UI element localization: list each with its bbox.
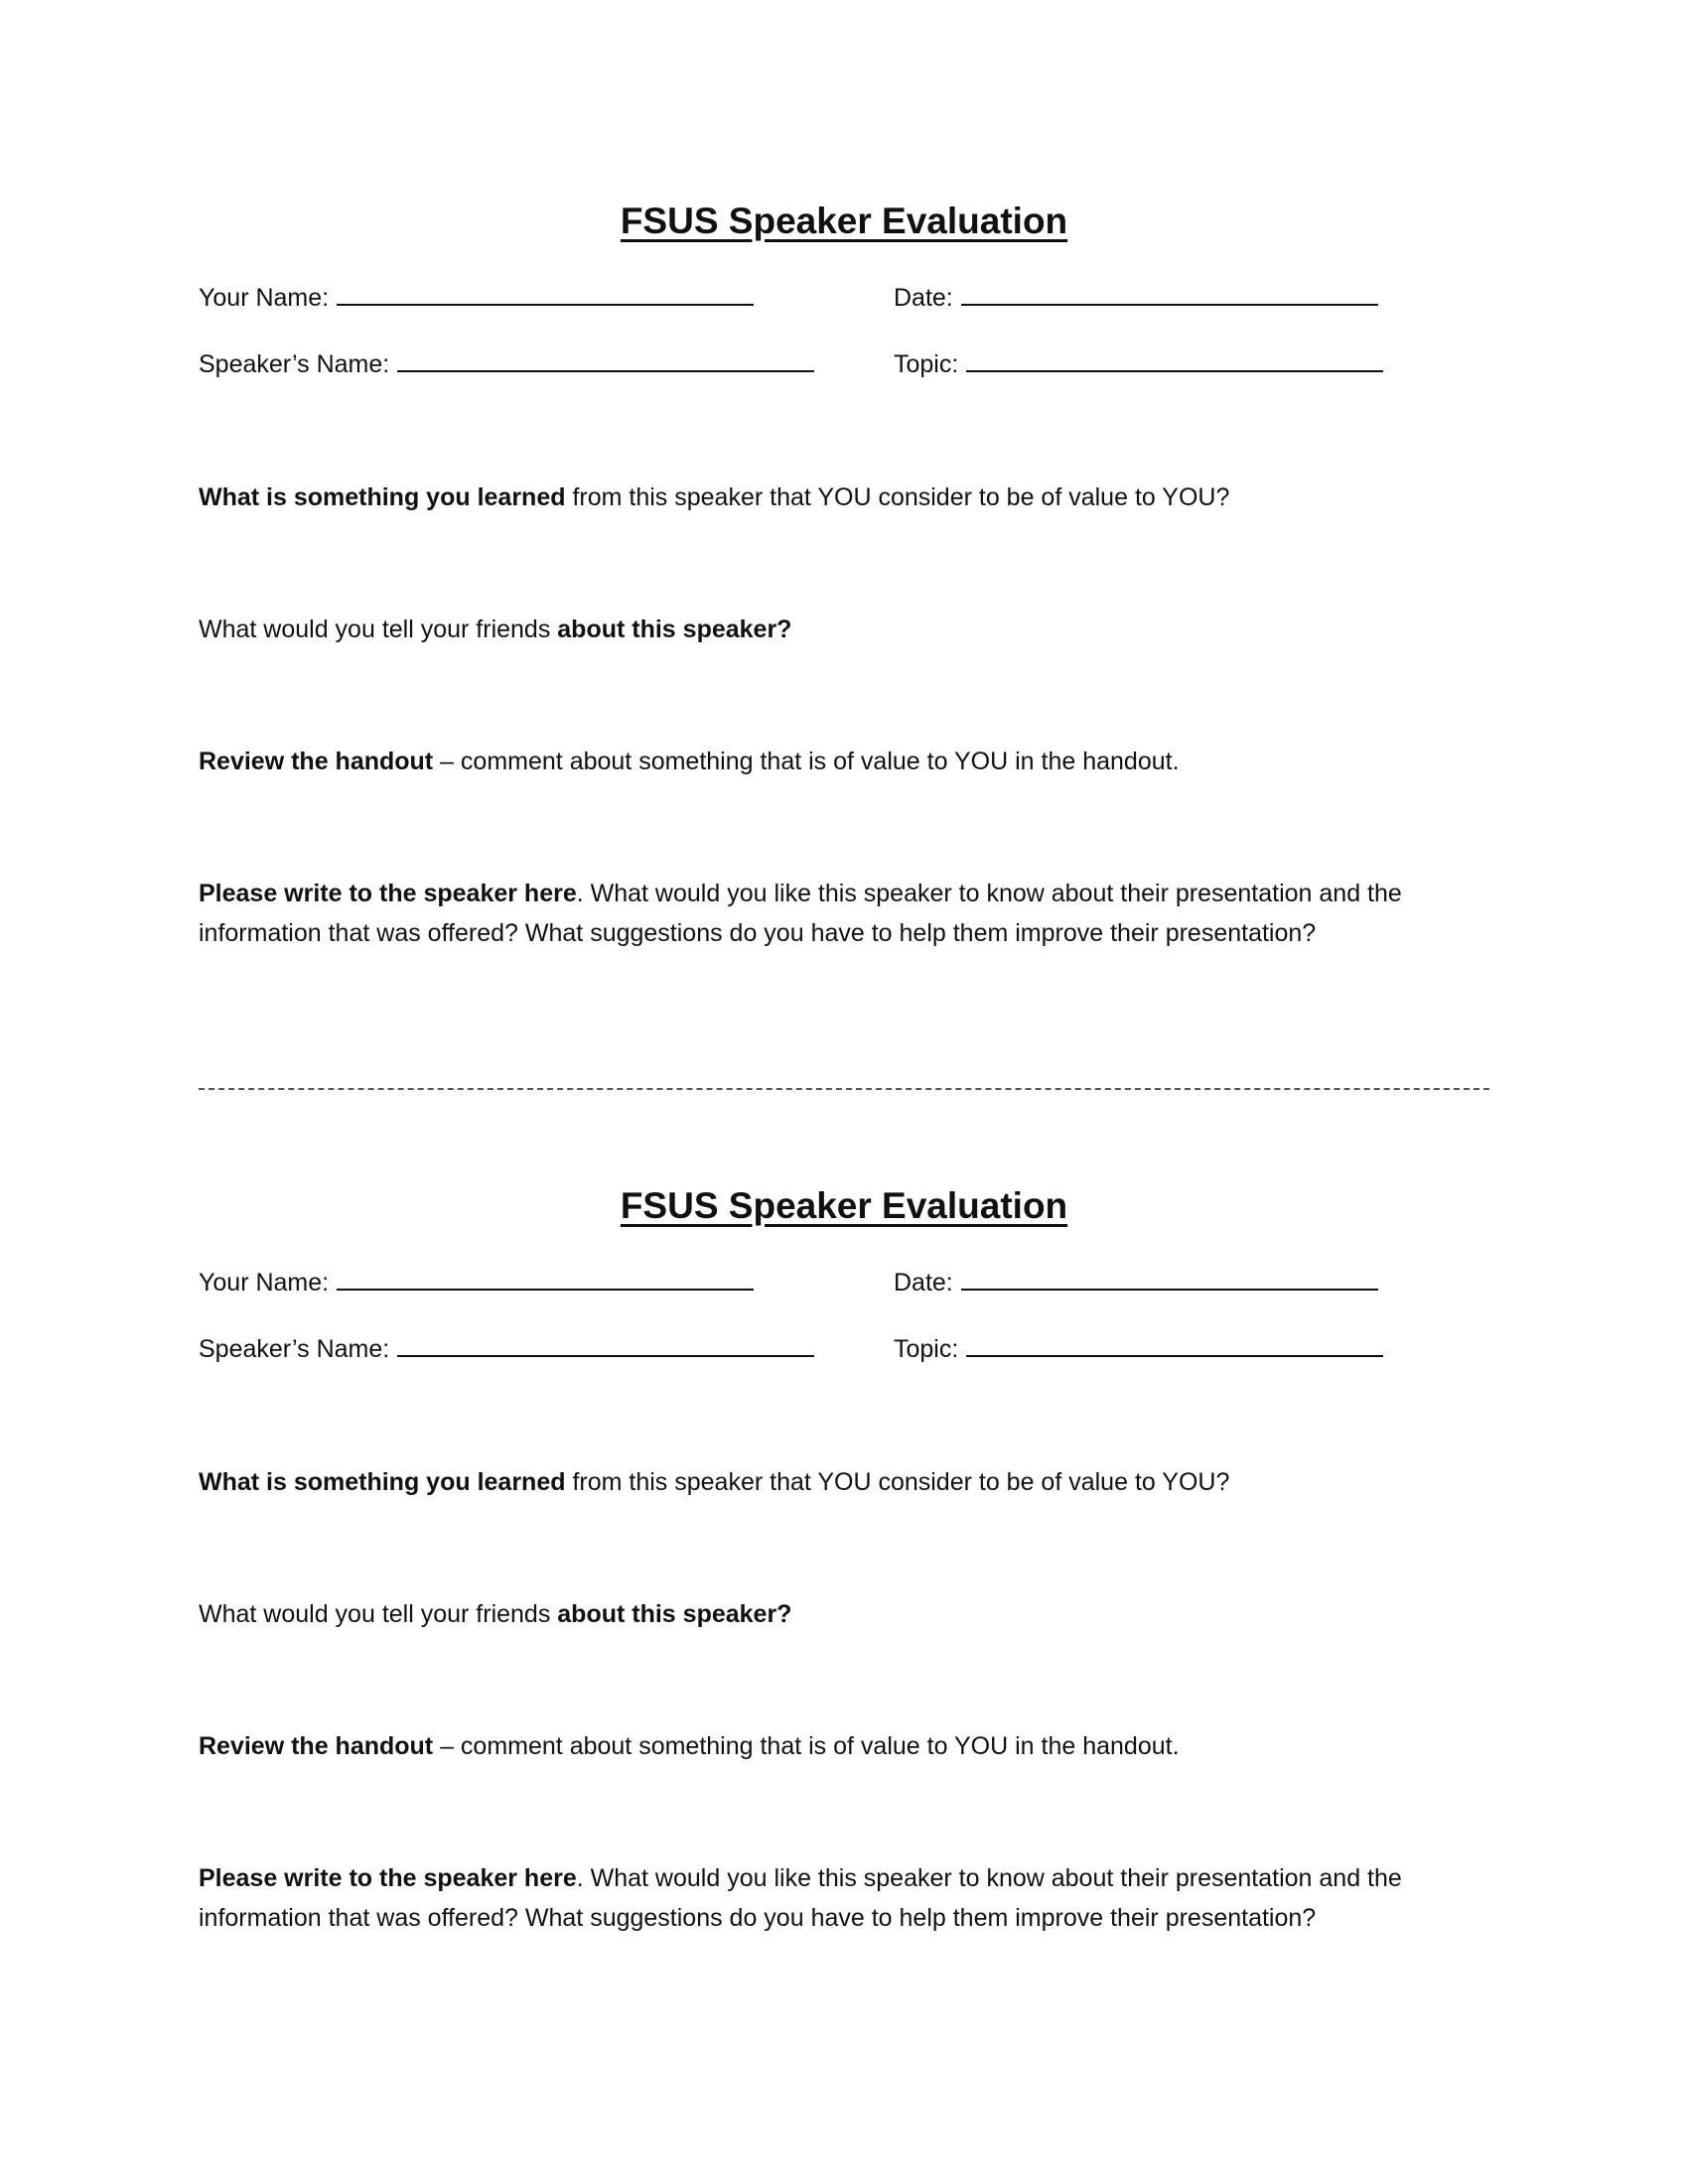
question-learned (199, 478, 1489, 517)
speakers-name-field[interactable] (199, 348, 814, 379)
your-name-field[interactable] (199, 282, 754, 313)
question-bold: What is something you learned (199, 1468, 566, 1496)
speakers-name-blank[interactable] (397, 1333, 814, 1357)
question-bold: about this speaker? (557, 615, 792, 643)
question-bold: Review the handout (199, 1732, 434, 1760)
date-label: Date: (894, 284, 953, 312)
date-blank[interactable] (961, 1267, 1378, 1291)
question-tell-friends (199, 610, 1489, 649)
question-text: What would you tell your friends (199, 1600, 558, 1628)
question-bold: What is something you learned (199, 483, 566, 511)
question-text: – comment about something that is of value to YOU in the handout. (433, 1732, 1180, 1760)
topic-blank[interactable] (966, 1333, 1383, 1357)
question-bold: Please write to the speaker here (199, 1864, 577, 1892)
question-text: . What would you like this speaker to know about their presentation and the information that was offered? What suggestions do you have to help them improve their presentation? (199, 880, 1402, 947)
speakers-name-field[interactable] (199, 1333, 814, 1364)
your-name-blank[interactable] (337, 282, 754, 306)
question-bold: about this speaker? (557, 1600, 792, 1628)
speakers-name-label: Speaker’s Name: (199, 1335, 390, 1363)
date-blank[interactable] (961, 282, 1378, 306)
topic-field[interactable] (894, 1333, 1383, 1364)
speakers-name-label: Speaker’s Name: (199, 350, 390, 378)
question-text: . What would you like this speaker to know about their presentation and the information that was offered? What suggestions do you have to help them improve their presentation? (199, 1864, 1402, 1932)
your-name-field[interactable] (199, 1267, 754, 1297)
question-write-to-speaker (199, 874, 1489, 953)
date-field[interactable] (894, 282, 1378, 313)
question-review-handout (199, 1726, 1489, 1766)
date-field[interactable] (894, 1267, 1378, 1297)
date-label: Date: (894, 1269, 953, 1297)
topic-field[interactable] (894, 348, 1383, 379)
cut-line-divider (199, 1088, 1489, 1090)
form-title: FSUS Speaker Evaluation (620, 201, 1068, 241)
question-learned (199, 1462, 1489, 1502)
question-review-handout (199, 742, 1489, 781)
your-name-label: Your Name: (199, 284, 330, 312)
question-text: from this speaker that YOU consider to be of value to YOU? (565, 1468, 1230, 1496)
your-name-blank[interactable] (337, 1267, 754, 1291)
topic-label: Topic: (894, 1335, 959, 1363)
speakers-name-blank[interactable] (397, 348, 814, 372)
question-text: What would you tell your friends (199, 615, 558, 643)
topic-label: Topic: (894, 350, 959, 378)
topic-blank[interactable] (966, 348, 1383, 372)
question-bold: Please write to the speaker here (199, 880, 577, 907)
question-text: from this speaker that YOU consider to be of value to YOU? (565, 483, 1230, 511)
question-text: – comment about something that is of value to YOU in the handout. (433, 748, 1180, 775)
question-tell-friends (199, 1594, 1489, 1634)
your-name-label: Your Name: (199, 1269, 330, 1297)
question-bold: Review the handout (199, 748, 434, 775)
question-write-to-speaker (199, 1858, 1489, 1938)
form-title: FSUS Speaker Evaluation (620, 1185, 1068, 1226)
